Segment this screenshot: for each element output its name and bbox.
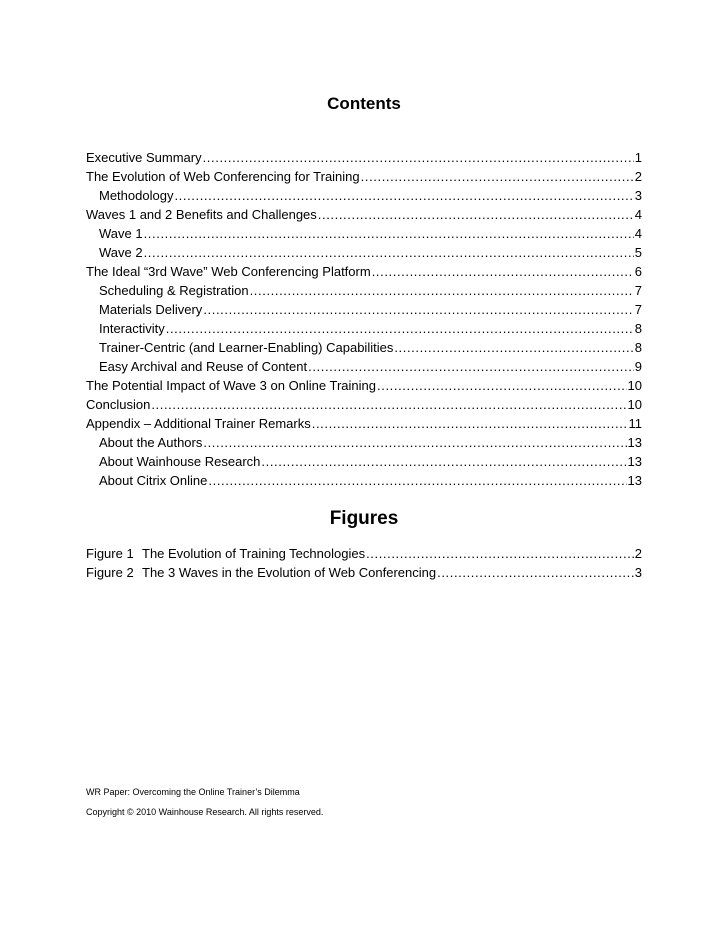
dot-leader (166, 319, 634, 338)
toc-entry-page: 13 (627, 454, 642, 469)
toc-entry-page: 8 (634, 340, 642, 355)
dot-leader (318, 205, 634, 224)
toc-entry-label: Executive Summary (86, 150, 202, 165)
dot-leader (203, 300, 633, 319)
dot-leader (151, 395, 626, 414)
dot-leader (394, 338, 633, 357)
figure-entry[interactable] (86, 544, 642, 563)
dot-leader (208, 471, 626, 490)
toc-entry-page: 8 (634, 321, 642, 336)
toc-entry[interactable] (86, 300, 642, 319)
dot-leader (144, 243, 634, 262)
dot-leader (203, 433, 626, 452)
dot-leader (361, 167, 634, 186)
toc-entry-page: 1 (634, 150, 642, 165)
dot-leader (203, 148, 634, 167)
toc-entry-page: 10 (627, 397, 642, 412)
toc-entry-page: 4 (634, 226, 642, 241)
toc-entry[interactable] (86, 148, 642, 167)
toc-entry[interactable] (86, 224, 642, 243)
dot-leader (308, 357, 634, 376)
toc-entry[interactable] (86, 338, 642, 357)
toc-entry[interactable] (86, 452, 642, 471)
toc-entry-label: Easy Archival and Reuse of Content (99, 359, 308, 374)
toc-entry-page: 7 (634, 283, 642, 298)
list-of-figures (86, 544, 642, 582)
toc-entry[interactable] (86, 243, 642, 262)
toc-entry-label: Waves 1 and 2 Benefits and Challenges (86, 207, 317, 222)
toc-entry[interactable] (86, 186, 642, 205)
figure-entry-label (86, 563, 436, 582)
toc-entry-page: 2 (634, 169, 642, 184)
toc-entry-label: The Ideal “3rd Wave” Web Conferencing Platform (86, 264, 371, 279)
figure-entry-page: 2 (634, 546, 642, 561)
contents-heading: Contents (327, 94, 401, 113)
dot-leader (261, 452, 626, 471)
toc-entry[interactable] (86, 281, 642, 300)
toc-entry-label: Appendix – Additional Trainer Remarks (86, 416, 311, 431)
toc-entry-label: Materials Delivery (99, 302, 203, 317)
toc-entry-label: Trainer-Centric (and Learner-Enabling) Capabilities (99, 340, 394, 355)
figure-entry-page: 3 (634, 565, 642, 580)
toc-entry[interactable] (86, 433, 642, 452)
toc-entry-label: Conclusion (86, 397, 151, 412)
dot-leader (377, 376, 627, 395)
toc-entry-page: 4 (634, 207, 642, 222)
figures-heading: Figures (329, 508, 399, 529)
toc-entry[interactable] (86, 205, 642, 224)
figure-number: Figure 2 (86, 565, 134, 580)
toc-entry[interactable] (86, 471, 642, 490)
figure-entry-label (86, 544, 365, 563)
figure-number: Figure 1 (86, 546, 134, 561)
toc-entry[interactable] (86, 376, 642, 395)
dot-leader (312, 414, 628, 433)
toc-entry-page: 10 (627, 378, 642, 393)
dot-leader (174, 186, 633, 205)
toc-entry-page: 7 (634, 302, 642, 317)
toc-entry-page: 6 (634, 264, 642, 279)
toc-entry-label: The Potential Impact of Wave 3 on Online Training (86, 378, 377, 393)
toc-entry[interactable] (86, 357, 642, 376)
toc-entry-page: 11 (628, 416, 642, 431)
figure-title: The Evolution of Training Technologies (142, 546, 366, 561)
toc-entry[interactable] (86, 262, 642, 281)
toc-entry-page: 9 (634, 359, 642, 374)
toc-entry[interactable] (86, 167, 642, 186)
footer-copyright: Copyright © 2010 Wainhouse Research. All rights reserved. (86, 807, 324, 817)
toc-entry-label: Interactivity (99, 321, 165, 336)
toc-entry-page: 13 (627, 435, 642, 450)
dot-leader (250, 281, 634, 300)
footer-paper-title: WR Paper: Overcoming the Online Trainer’s Dilemma (86, 787, 300, 797)
table-of-contents (86, 148, 642, 490)
figure-entry[interactable] (86, 563, 642, 582)
toc-entry[interactable] (86, 319, 642, 338)
toc-entry[interactable] (86, 395, 642, 414)
toc-entry-label: The Evolution of Web Conferencing for Training (86, 169, 360, 184)
figure-title: The 3 Waves in the Evolution of Web Conferencing (142, 565, 437, 580)
dot-leader (366, 544, 634, 563)
toc-entry-page: 3 (634, 188, 642, 203)
toc-entry-label: About Citrix Online (99, 473, 208, 488)
toc-entry-page: 13 (627, 473, 642, 488)
toc-entry-label: About the Authors (99, 435, 203, 450)
toc-entry-label: Scheduling & Registration (99, 283, 249, 298)
toc-entry-label: Wave 1 (99, 226, 143, 241)
dot-leader (437, 563, 634, 582)
dot-leader (372, 262, 634, 281)
dot-leader (144, 224, 634, 243)
toc-entry-label: About Wainhouse Research (99, 454, 261, 469)
toc-entry-label: Methodology (99, 188, 174, 203)
toc-entry-page: 5 (634, 245, 642, 260)
toc-entry-label: Wave 2 (99, 245, 143, 260)
toc-entry[interactable] (86, 414, 642, 433)
